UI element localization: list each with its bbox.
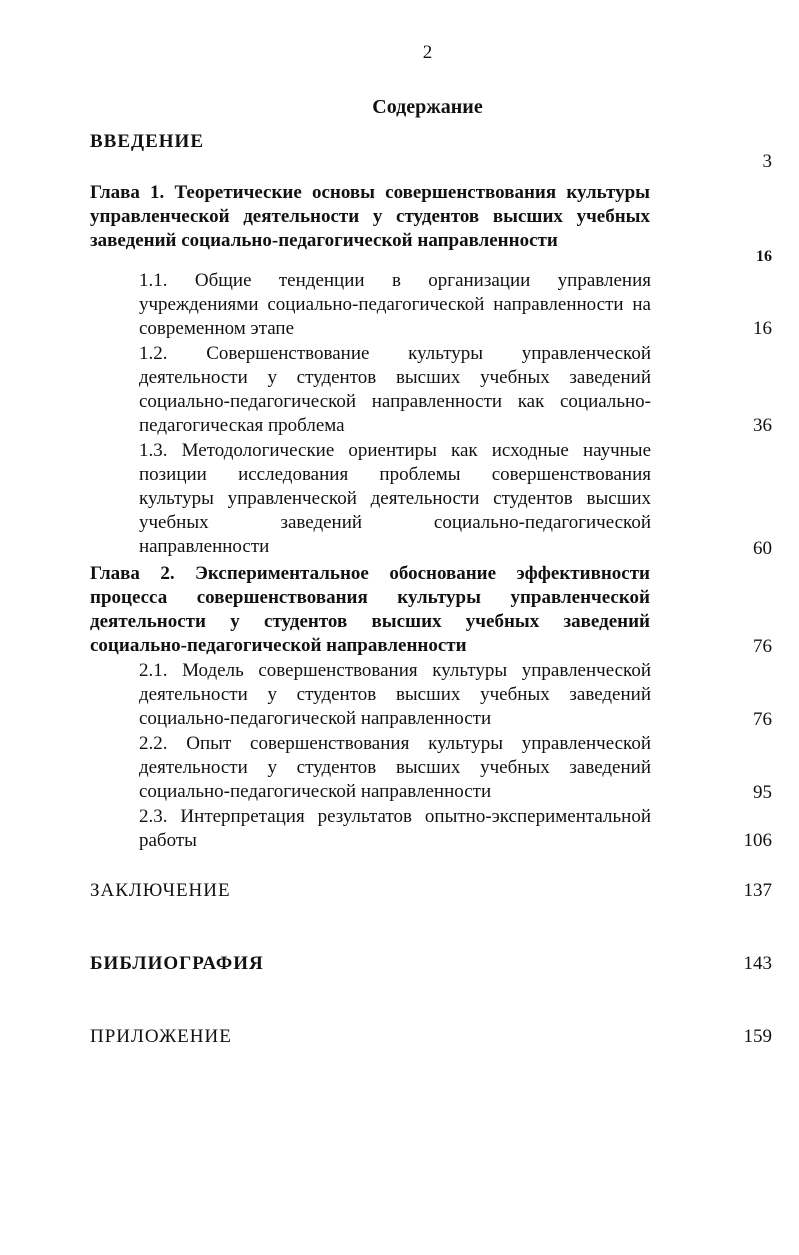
toc-entry-page: 16 <box>756 248 772 265</box>
toc-entry-page: 36 <box>753 415 772 436</box>
toc-entry-page: 159 <box>743 1026 772 1047</box>
page-number: 2 <box>422 42 433 63</box>
toc-entry-text: 1.3. Методологические ориентиры как исходные научные позиции исследования проблемы совершенствования культуры управленческой деятельности студентов высших учебных заведений социально-педагогической направленности <box>139 440 651 557</box>
toc-entry-text: ПРИЛОЖЕНИЕ <box>90 1026 232 1047</box>
toc-entry-text: БИБЛИОГРАФИЯ <box>90 953 264 974</box>
toc-entry-page: 143 <box>743 953 772 974</box>
toc-entry-page: 106 <box>743 830 772 851</box>
toc-entry-text: 1.1. Общие тенденции в организации управления учреждениями социально-педагогической направленности на современном этапе <box>139 270 651 339</box>
toc-entry-page: 137 <box>743 880 772 901</box>
toc-entry-page: 95 <box>753 782 772 803</box>
toc-entry-page: 60 <box>753 538 772 559</box>
toc-entry-text: 1.2. Совершенствование культуры управленческой деятельности у студентов высших учебных заведений социально-педагогической направленности как социально-педагогическая проблема <box>139 343 651 436</box>
toc-title: Содержание <box>372 96 483 118</box>
toc-entry-text: ВВЕДЕНИЕ <box>90 131 204 152</box>
toc-entry-text: 2.3. Интерпретация результатов опытно-экспериментальной работы <box>139 806 651 851</box>
toc-entry-page: 76 <box>753 636 772 657</box>
toc-entry-text: Глава 1. Теоретические основы совершенствования культуры управленческой деятельности у студентов высших учебных заведений социально-педагогической направленности <box>90 182 650 251</box>
toc-entry-page: 16 <box>753 318 772 339</box>
toc-entry-page: 76 <box>753 709 772 730</box>
toc-entry-text: ЗАКЛЮЧЕНИЕ <box>90 880 231 901</box>
toc-entry-text: 2.1. Модель совершенствования культуры управленческой деятельности у студентов высших учебных заведений социально-педагогической направленности <box>139 660 651 729</box>
toc-entry-text: Глава 2. Экспериментальное обоснование эффективности процесса совершенствования культуры управленческой деятельности у студентов высших учебных заведений социально-педагогической направленности <box>90 563 650 656</box>
toc-entry-page: 3 <box>762 151 772 172</box>
toc-entry-text: 2.2. Опыт совершенствования культуры управленческой деятельности у студентов высших учебных заведений социально-педагогической направленности <box>139 733 651 802</box>
